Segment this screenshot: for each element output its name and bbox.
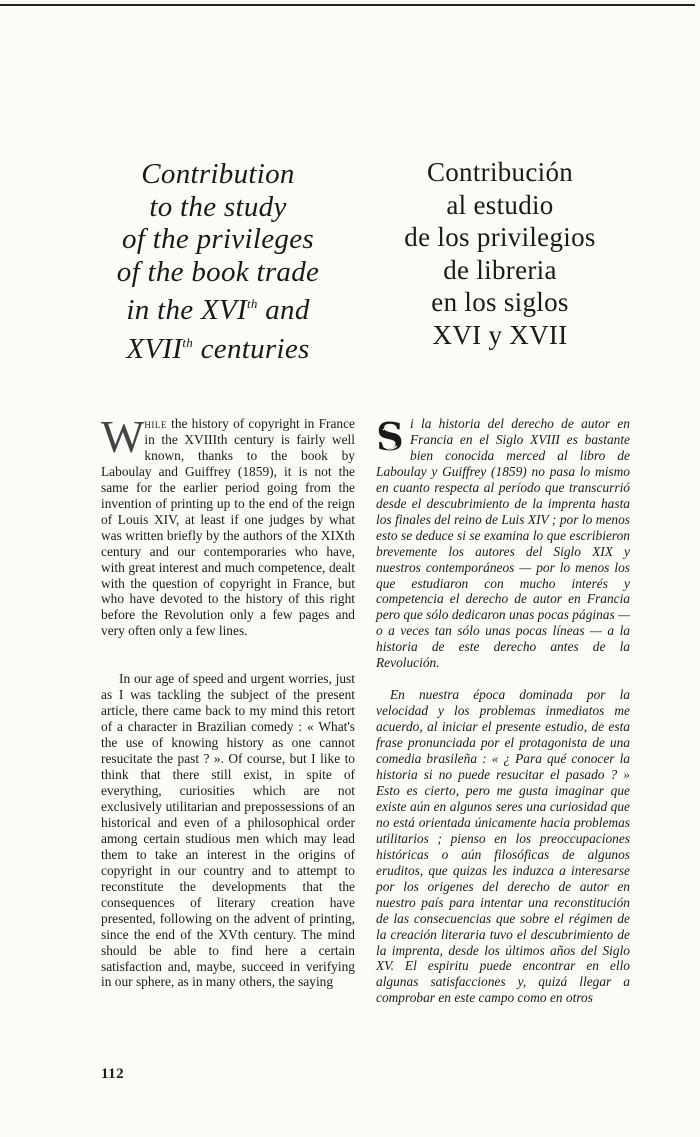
- dropcap-letter: S: [376, 420, 404, 456]
- title-text: XVII: [126, 332, 183, 365]
- paragraph-text: i la historia del derecho de autor en Francia en el Siglo XVIII es bastante bien conocida merced al libro de Laboulay y Guiffrey (1859) no pasa lo mismo en cuanto respecta al período que transcurrió desde el descubrimiento de la imprenta hasta los finales del reino de Luis XIV ; por lo menos esto se deduce si se examina lo que escribieron brevemente los autores del Siglo XIX y nuestros contemporáneos — por lo menos los que estudiaron con mucho interés y competencia el derecho de autor en Francia pero que sólo dedicaron unas pocas páginas — o a veces tan sólo unas pocas líneas — a la historia de este derecho antes de la Revolución.: [376, 416, 630, 671]
- spanish-title-line: al estudio: [446, 189, 554, 220]
- english-paragraph-2: In our age of speed and urgent worries, just as I was tackling the subject of the present article, there came back to my mind this retort of a character in Brazilian comedy : « What's the use of knowing history as one cannot resucitate the past ? ». Of course, but I like to think that there still exist, in spite of everything, curiosities which are not exclusively utilitarian and prepossessions of an historical and even of a philosophical order among certain studious men which may lead them to take an interest in the origins of copyright in our country and to attempt to reconstitute the developments that the consequences of literary creation have presented, following on the advent of printing, since the end of the XVth century. The mind should be able to find here a certain satisfaction and, maybe, succeed in verifying in our sphere, as in many others, the saying: [101, 671, 355, 990]
- title-text: centuries: [193, 332, 310, 365]
- top-rule: [0, 4, 695, 6]
- spanish-paragraph-2: En nuestra época dominada por la velocidad y los problemas inmediatos me acuerdo, al iniciar el presente estudio, de esta frase pronunciada por el protagonista de una comedia brasileña : « ¿ Para qué conocer la historia si no puede resucitar el pasado ? » Esto es cierto, pero me gusta imaginar que existe aún en algunos seres una curiosidad que no está orientada únicamente hacia problemas utilitarios ; pienso en los preoccupaciones históricas o aún filosóficas de algunos eruditos, que quizas les induzca a interesarse por los origenes del derecho de autor en nuestro país para intentar una reconstitución de las consecuencias que sobre el régimen de la creación literaria tuvo el descubrimiento de la imprenta, desde los últimos años del Siglo XV. El espiritu puede encontrar en ello algunas satisfacciones y, quizá llegar a comprobar en este campo como en otros: [376, 687, 630, 1006]
- title-text: in the XVI: [126, 294, 247, 326]
- spanish-title-line: de los privilegios: [404, 222, 596, 252]
- spanish-title-line: Contribución: [426, 157, 574, 187]
- ornamental-s-dropcap: [376, 420, 404, 456]
- paragraph-text: the history of copyright in France in the XVIIIth century is fairly well known, thanks to the book by Laboulay and Guiffrey (1859), it is not the same for the earlier period going from the invention of printing up to the end of the reign of Louis XIV, at least if one judges by what was written briefly by the authors of the XIXth century and our contemporaries who have, with great interest and much competence, dealt with the question of copyright in France, but who have devoted to the history of this right before the Revolution only a few pages and very often only a few lines.: [101, 416, 355, 639]
- english-column: [101, 411, 355, 990]
- spanish-column: [376, 416, 630, 1006]
- english-title-line: [88, 288, 348, 327]
- ordinal-superscript: th: [246, 296, 258, 311]
- english-title-line: of the book trade: [116, 255, 320, 288]
- ordinal-superscript: th: [182, 334, 194, 350]
- english-title-line: to the study: [149, 190, 287, 223]
- spanish-title-line: XVI y XVII: [432, 319, 568, 350]
- spanish-title-line: en los siglos: [431, 287, 569, 317]
- english-paragraph-1: [101, 411, 355, 639]
- page-number: 112: [101, 1066, 125, 1082]
- english-title-line: [88, 327, 348, 366]
- dropcap-w: W: [101, 411, 141, 462]
- title-text: and: [257, 294, 310, 326]
- opening-word: hile: [144, 416, 167, 431]
- english-title: [88, 158, 348, 365]
- english-title-line: of the privileges: [122, 223, 314, 255]
- spanish-title: [378, 156, 622, 351]
- spanish-title-line: de libreria: [443, 254, 557, 285]
- english-title-line: Contribution: [141, 158, 295, 190]
- spanish-paragraph-1: [376, 416, 630, 671]
